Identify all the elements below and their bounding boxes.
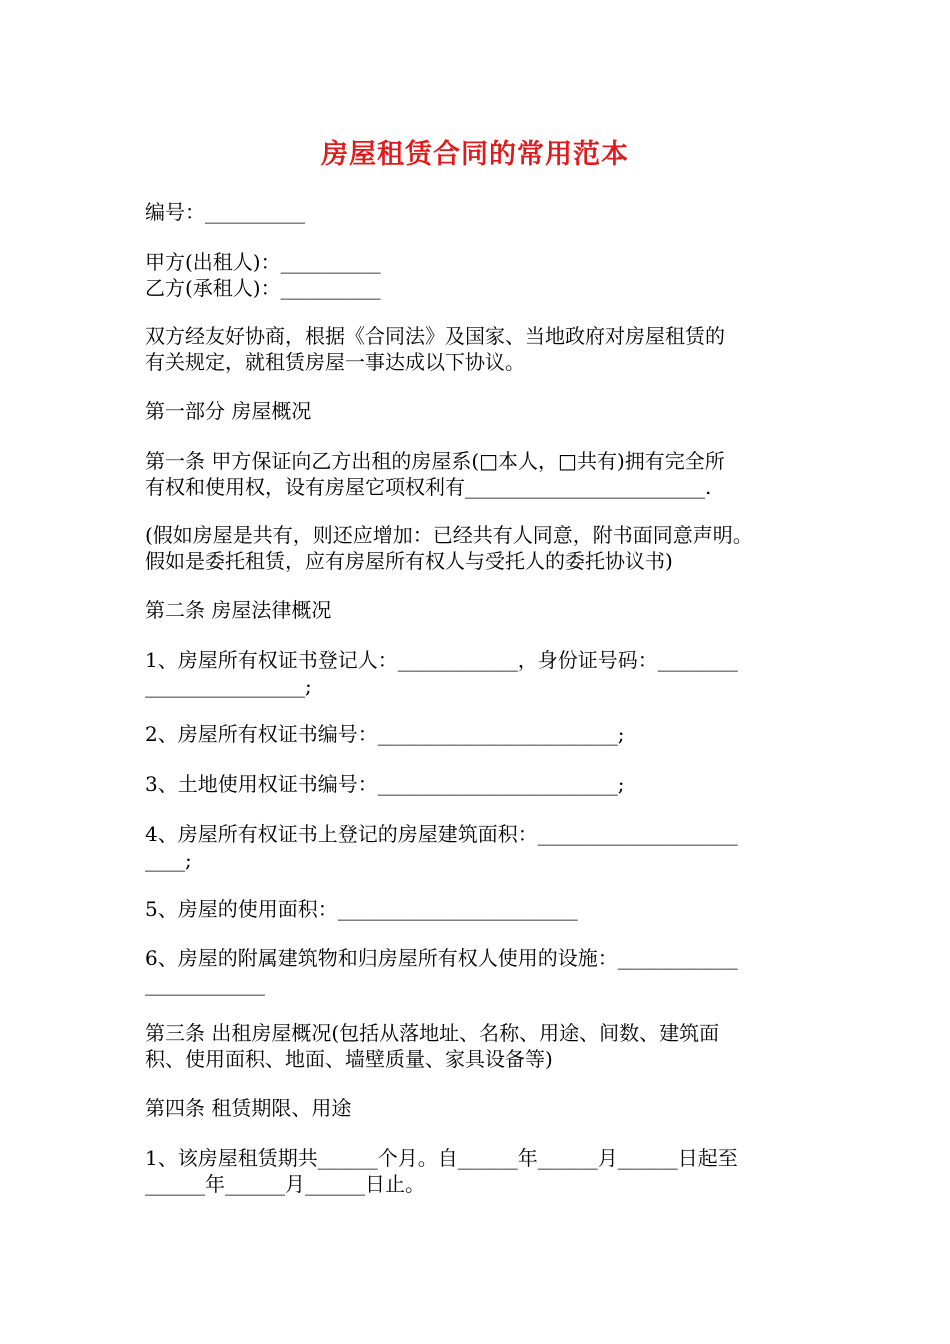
item-6-line-2: ____________ [145, 972, 265, 996]
party-b-line: 乙方(承租人)：__________ [145, 276, 381, 300]
article-four-heading: 第四条 租赁期限、用途 [145, 1096, 352, 1120]
part-one-heading: 第一部分 房屋概况 [145, 399, 312, 423]
party-a-line: 甲方(出租人)：__________ [145, 250, 381, 274]
item-6-line-1: 6、房屋的附属建筑物和归房屋所有权人使用的设施：____________ [145, 946, 738, 970]
item-2-line: 2、房屋所有权证书编号：________________________; [145, 722, 625, 746]
item-3-line: 3、土地使用权证书编号：________________________; [145, 772, 625, 796]
intro-line-1: 双方经友好协商，根据《合同法》及国家、当地政府对房屋租赁的 [145, 324, 725, 348]
article-three-line-1: 第三条 出租房屋概况(包括从落地址、名称、用途、间数、建筑面 [145, 1021, 720, 1045]
article-three-line-2: 积、使用面积、地面、墙壁质量、家具设备等) [145, 1047, 553, 1071]
article-one-line-2: 有权和使用权，设有房屋它项权利有________________________. [145, 475, 712, 499]
article-two-heading: 第二条 房屋法律概况 [145, 598, 332, 622]
item-5-line: 5、房屋的使用面积：________________________ [145, 897, 578, 921]
serial-number-line: 编号：__________ [145, 200, 305, 224]
note-line-2: 假如是委托租赁，应有房屋所有权人与受托人的委托协议书) [145, 549, 673, 573]
item-1-line-2: ________________; [145, 674, 312, 698]
note-line-1: (假如房屋是共有，则还应增加：已经共有人同意，附书面同意声明。 [145, 523, 753, 547]
term-line-2: ______年______月______日止。 [145, 1172, 425, 1196]
article-one-line-1: 第一条 甲方保证向乙方出租的房屋系(□本人，□共有)拥有完全所 [145, 449, 725, 473]
item-1-line-1: 1、房屋所有权证书登记人：____________，身份证号码：________ [145, 648, 738, 672]
term-line-1: 1、该房屋租赁期共______个月。自______年______月______日起至 [145, 1146, 738, 1170]
document-title: 房屋租赁合同的常用范本 [321, 139, 629, 170]
item-4-line-1: 4、房屋所有权证书上登记的房屋建筑面积：____________________ [145, 822, 738, 846]
intro-line-2: 有关规定，就租赁房屋一事达成以下协议。 [145, 350, 525, 374]
item-4-line-2: ____; [145, 848, 192, 872]
